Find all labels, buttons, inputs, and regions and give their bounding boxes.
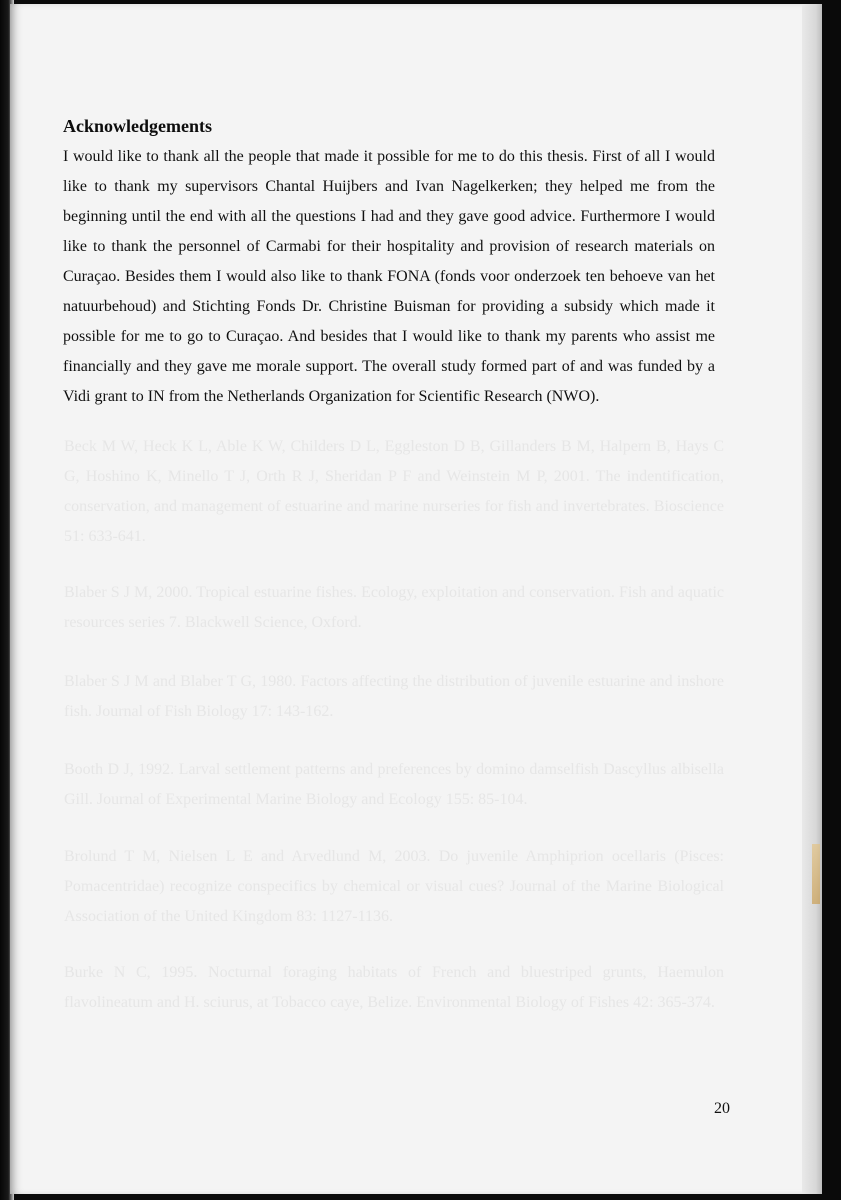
bleed-through-ref-3: Blaber S J M and Blaber T G, 1980. Factors affecting the distribution of juvenile estuarine and inshore fish. Journal of Fish Biology 17: 143-162. (64, 673, 724, 720)
page-fold-shadow (802, 4, 822, 1194)
bleed-through-ref-5: Brolund T M, Nielsen L E and Arvedlund M, 2003. Do juvenile Amphiprion ocellaris (Pisces: Pomacentridae) recognize conspecifics by chemical or visual cues? Journal of the Marine Biological Association of the United Kingdom 83: 1127-1136. (64, 848, 724, 925)
page-number: 20 (714, 1100, 730, 1117)
acknowledgements-section (63, 112, 715, 412)
bleed-through-ref-2: Blaber S J M, 2000. Tropical estuarine fishes. Ecology, exploitation and conservation. Fish and aquatic resources series 7. Blackwell Science, Oxford. (64, 584, 724, 631)
bleed-through-ref-4: Booth D J, 1992. Larval settlement patterns and preferences by domino damselfish Dascyllus albisella Gill. Journal of Experimental Marine Biology and Ecology 155: 85-104. (64, 761, 724, 808)
page-tab-mark (812, 844, 820, 904)
section-heading: Acknowledgements (63, 116, 212, 136)
bleed-through-ref-1: Beck M W, Heck K L, Able K W, Childers D L, Eggleston D B, Gillanders B M, Halpern B, Hays C G, Hoshino K, Minello T J, Orth R J, Sheridan P F and Weinstein M P, 2001. The indentification, conservation, and management of estuarine and marine nurseries for fish and invertebrates. Bioscience 51: 633-641. (64, 438, 724, 545)
bleed-through-ref-6: Burke N C, 1995. Nocturnal foraging habitats of French and bluestriped grunts, Haemulon flavolineatum and H. sciurus, at Tobacco caye, Belize. Environmental Biology of Fishes 42: 365-374. (64, 964, 724, 1011)
acknowledgements-paragraph: I would like to thank all the people that made it possible for me to do this thesis. First of all I would like to thank my supervisors Chantal Huijbers and Ivan Nagelkerken; they helped me from the beginning until the end with all the questions I had and they gave good advice. Furthermore I would like to thank the personnel of Carmabi for their hospitality and provision of research materials on Curaçao. Besides them I would also like to thank FONA (fonds voor onderzoek ten behoeve van het natuurbehoud) and Stichting Fonds Dr. Christine Buisman for providing a subsidy which made it possible for me to go to Curaçao. And besides that I would like to thank my parents who assist me financially and they gave me morale support. The overall study formed part of and was funded by a Vidi grant to IN from the Netherlands Organization for Scientific Research (NWO). (63, 148, 715, 405)
